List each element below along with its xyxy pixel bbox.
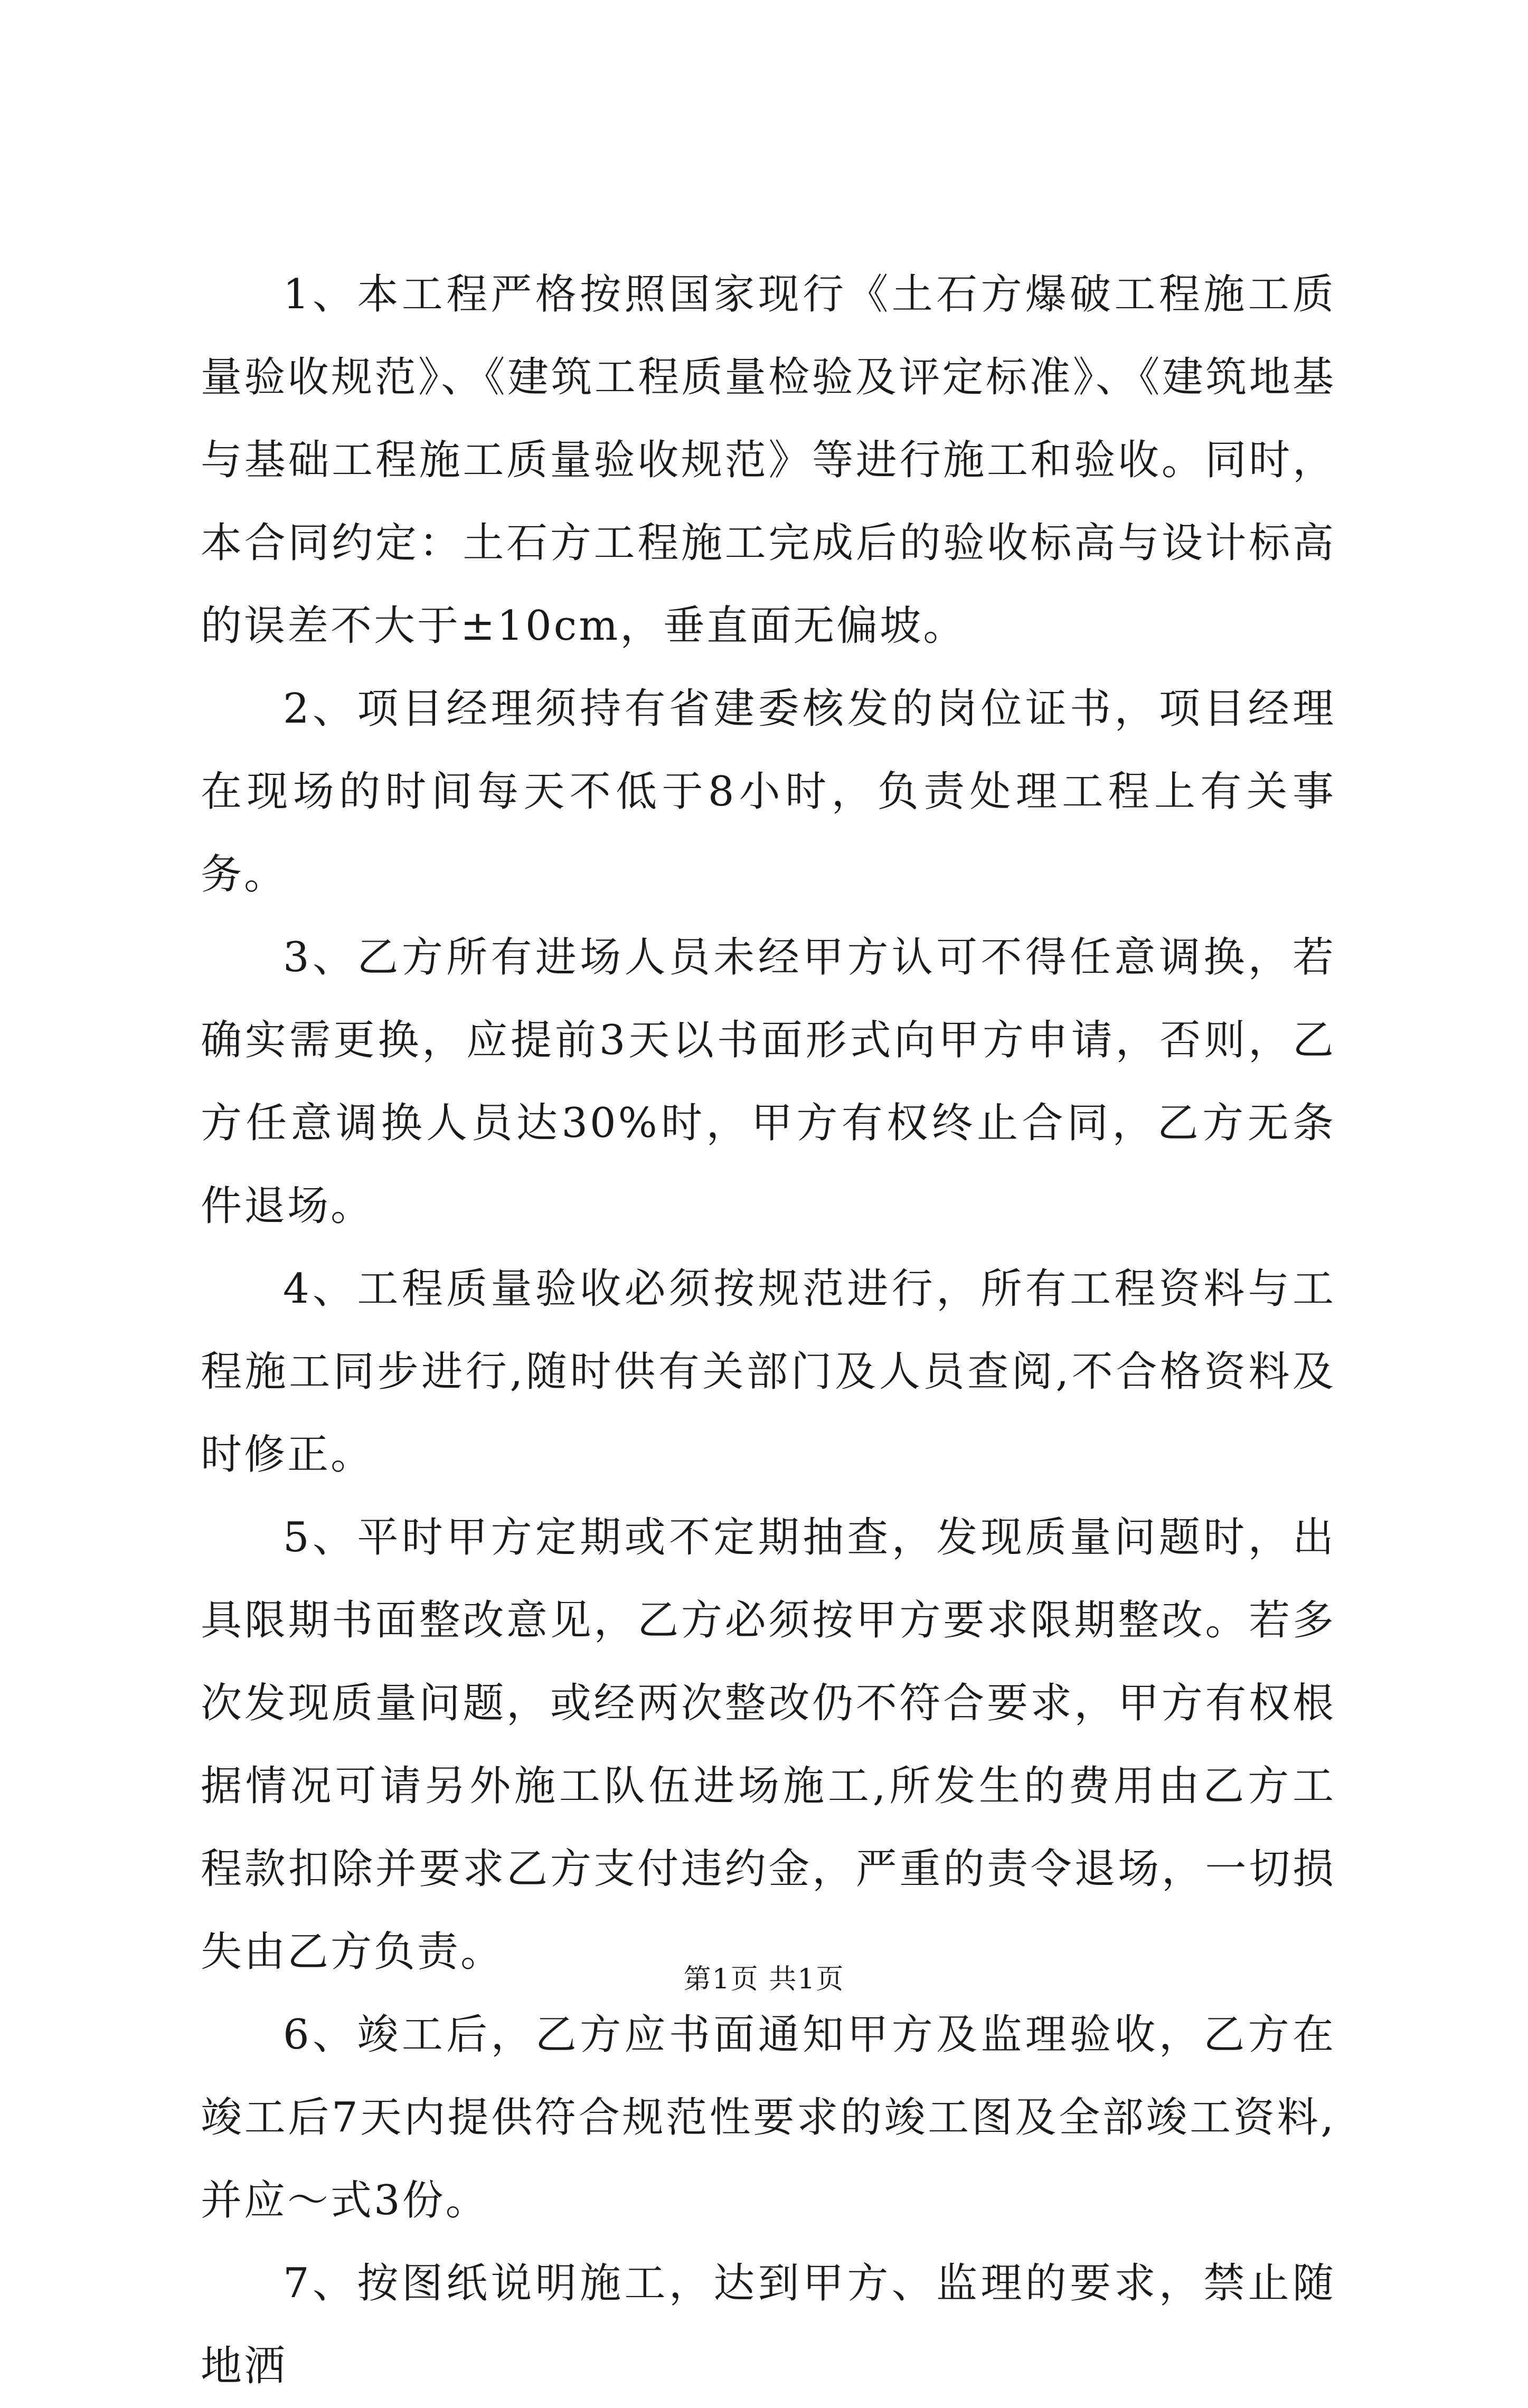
clause-paragraph-6: 6、竣工后，乙方应书面通知甲方及监理验收，乙方在竣工后7天内提供符合规范性要求的竣工图及全部竣工资料,并应～式3份。 xyxy=(201,2011,1336,2224)
clause-paragraph-7: 7、按图纸说明施工，达到甲方、监理的要求，禁止随地洒 xyxy=(201,2260,1336,2390)
clause-paragraph-3: 3、乙方所有进场人员未经甲方认可不得任意调换，若确实需更换，应提前3天以书面形式向甲方申请，否则，乙方任意调换人员达30%时，甲方有权终止合同，乙方无条件退场。 xyxy=(201,934,1336,1230)
clause-paragraph-4: 4、工程质量验收必须按规范进行，所有工程资料与工程施工同步进行,随时供有关部门及人员查阅,不合格资料及时修正。 xyxy=(201,1265,1336,1478)
clause-paragraph-1: 1、本工程严格按照国家现行《土石方爆破工程施工质量验收规范》、《建筑工程质量检验及评定标准》、《建筑地基与基础工程施工质量验收规范》等进行施工和验收。同时，本合同约定：土石方工程施工完成后的验收标高与设计标高的误差不大于±10cm，垂直面无偏坡。 xyxy=(201,271,1336,650)
document-body xyxy=(201,253,1336,2408)
clause-paragraph-2: 2、项目经理须持有省建委核发的岗位证书，项目经理在现场的时间每天不低于8小时，负责处理工程上有关事务。 xyxy=(201,685,1336,898)
clause-paragraph-5: 5、平时甲方定期或不定期抽查，发现质量问题时，出具限期书面整改意见，乙方必须按甲方要求限期整改。若多次发现质量问题，或经两次整改仍不符合要求，甲方有权根据情况可请另外施工队伍进场施工,所发生的费用由乙方工程款扣除并要求乙方支付违约金，严重的责令退场，一切损失由乙方负责。 xyxy=(201,1514,1336,1976)
page-number-footer: 第1页 共1页 xyxy=(683,1964,845,1995)
